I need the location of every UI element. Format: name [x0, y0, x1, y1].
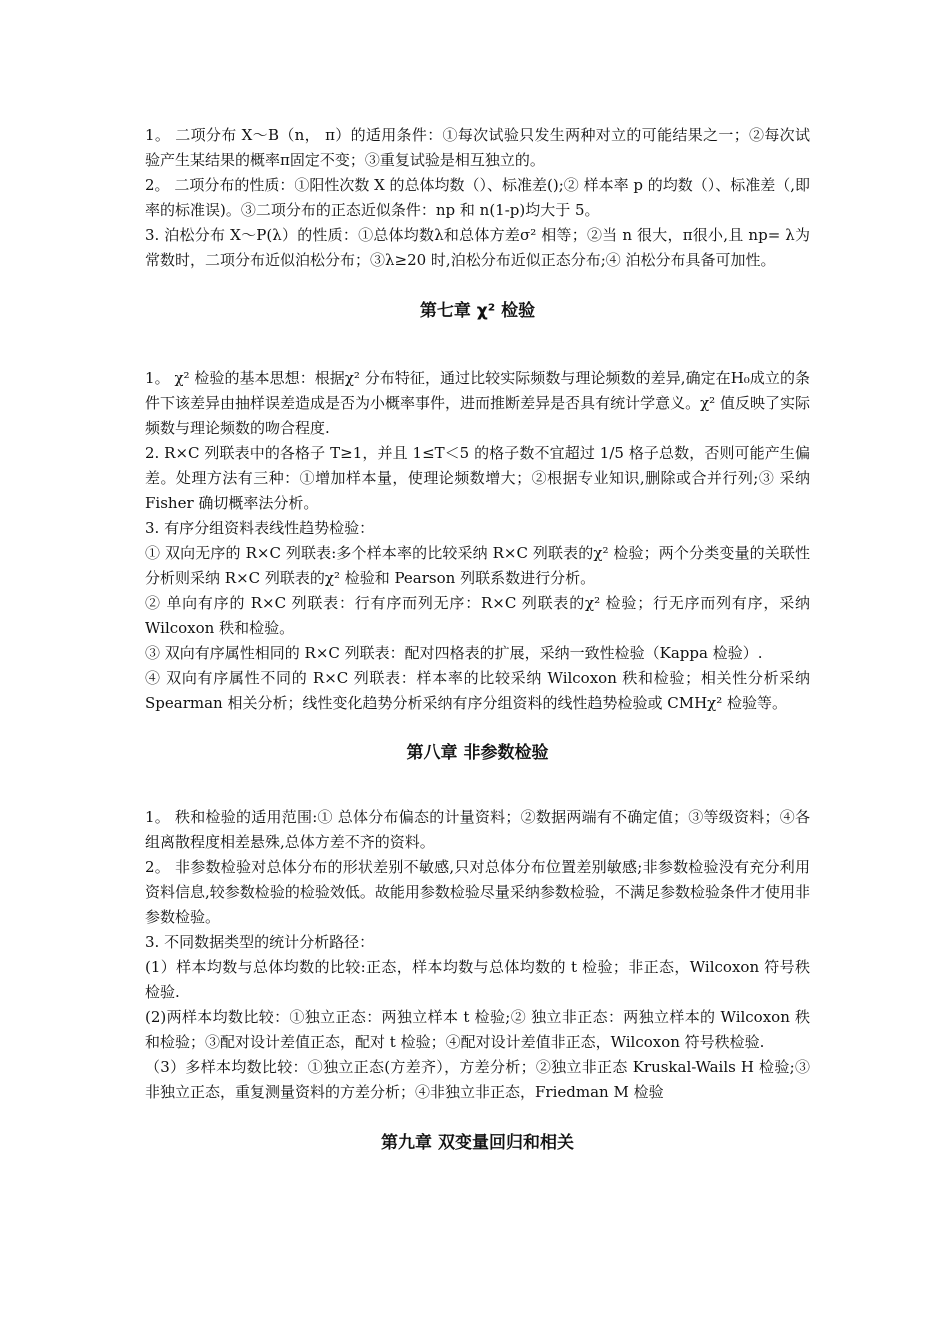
ch6-item-1: 1。 二项分布 X～B（n， π）的适用条件：①每次试验只发生两种对立的可能结果之一；②每次试验产生某结果的概率π固定不变；③重复试验是相互独立的。	[145, 126, 810, 169]
ch7-item-3d: ④ 双向有序属性不同的 R×C 列联表：样本率的比较采纳 Wilcoxon 秩和检验；相关性分析采纳 Spearman 相关分析；线性变化趋势分析采纳有序分组资料的线性趋势检验或 CMHχ² 检验等。	[145, 669, 810, 712]
chapter7-title: 第七章 χ² 检验	[419, 301, 536, 321]
ch7-item-3: 3. 有序分组资料表线性趋势检验：	[145, 519, 375, 537]
ch7-item-3b: ② 单向有序的 R×C 列联表：行有序而列无序：R×C 列联表的χ² 检验；行无序而列有序，采纳 Wilcoxon 秩和检验。	[145, 594, 810, 637]
chapter8-section	[145, 805, 810, 1105]
ch8-item-3-2: (2)两样本均数比较：①独立正态：两独立样本 t 检验;② 独立非正态：两独立样本的 Wilcoxon 秩和检验；③配对设计差值正态，配对 t 检验；④配对设计差值非正态，Wilcoxon 符号秩检验.	[145, 1008, 810, 1051]
ch8-item-3-3: （3）多样本均数比较：①独立正态(方差齐），方差分析；②独立非正态 Kruskal-Wails H 检验;③ 非独立正态，重复测量资料的方差分析；④非独立非正态，Friedman M 检验	[145, 1058, 810, 1101]
ch7-item-2: 2. R×C 列联表中的各格子 T≥1，并且 1≤T＜5 的格子数不宜超过 1/5 格子总数，否则可能产生偏差。处理方法有三种：①增加样本量，使理论频数增大；②根据专业知识,删除或合并行列;③ 采纳 Fisher 确切概率法分析。	[145, 444, 810, 512]
ch8-item-3: 3. 不同数据类型的统计分析路径：	[145, 933, 375, 951]
ch7-item-3c: ③ 双向有序属性相同的 R×C 列联表：配对四格表的扩展，采纳一致性检验（Kappa 检验）.	[145, 644, 763, 662]
ch7-item-3a: ① 双向无序的 R×C 列联表:多个样本率的比较采纳 R×C 列联表的χ² 检验；两个分类变量的关联性分析则采纳 R×C 列联表的χ² 检验和 Pearson 列联系数进行分析。	[145, 544, 810, 587]
ch8-item-3-1: (1）样本均数与总体均数的比较:正态，样本均数与总体均数的 t 检验；非正态，Wilcoxon 符号秩检验.	[145, 958, 810, 1001]
ch8-item-2: 2。 非参数检验对总体分布的形状差别不敏感,只对总体分布位置差别敏感;非参数检验没有充分利用资料信息,较参数检验的检验效低。故能用参数检验尽量采纳参数检验，不满足参数检验条件才使用非参数检验。	[145, 858, 810, 926]
ch8-item-1: 1。 秩和检验的适用范围:① 总体分布偏态的计量资料；②数据两端有不确定值；③等级资料；④各组离散程度相差悬殊,总体方差不齐的资料。	[145, 808, 810, 851]
chapter6-section	[145, 123, 810, 273]
ch6-item-3: 3. 泊松分布 X～P(λ）的性质：①总体均数λ和总体方差σ² 相等；②当 n 很大，π很小,且 np= λ为常数时，二项分布近似泊松分布；③λ≥20 时,泊松分布近似正态分布;④ 泊松分布具备可加性。	[145, 226, 810, 269]
ch6-item-2: 2。 二项分布的性质：①阳性次数 X 的总体均数（）、标准差();② 样本率 p 的均数（）、标准差（,即率的标准误)。③二项分布的正态近似条件：np 和 n(1-p)均大于 5。	[145, 176, 810, 219]
chapter7-section	[145, 366, 810, 716]
chapter9-title: 第九章 双变量回归和相关	[381, 1133, 574, 1153]
chapter8-title: 第八章 非参数检验	[406, 743, 549, 763]
ch7-item-1: 1。 χ² 检验的基本思想：根据χ² 分布特征，通过比较实际频数与理论频数的差异,确定在H₀成立的条件下该差异由抽样误差造成是否为小概率事件，进而推断差异是否具有统计学意义。χ² 值反映了实际频数与理论频数的吻合程度.	[145, 369, 810, 437]
